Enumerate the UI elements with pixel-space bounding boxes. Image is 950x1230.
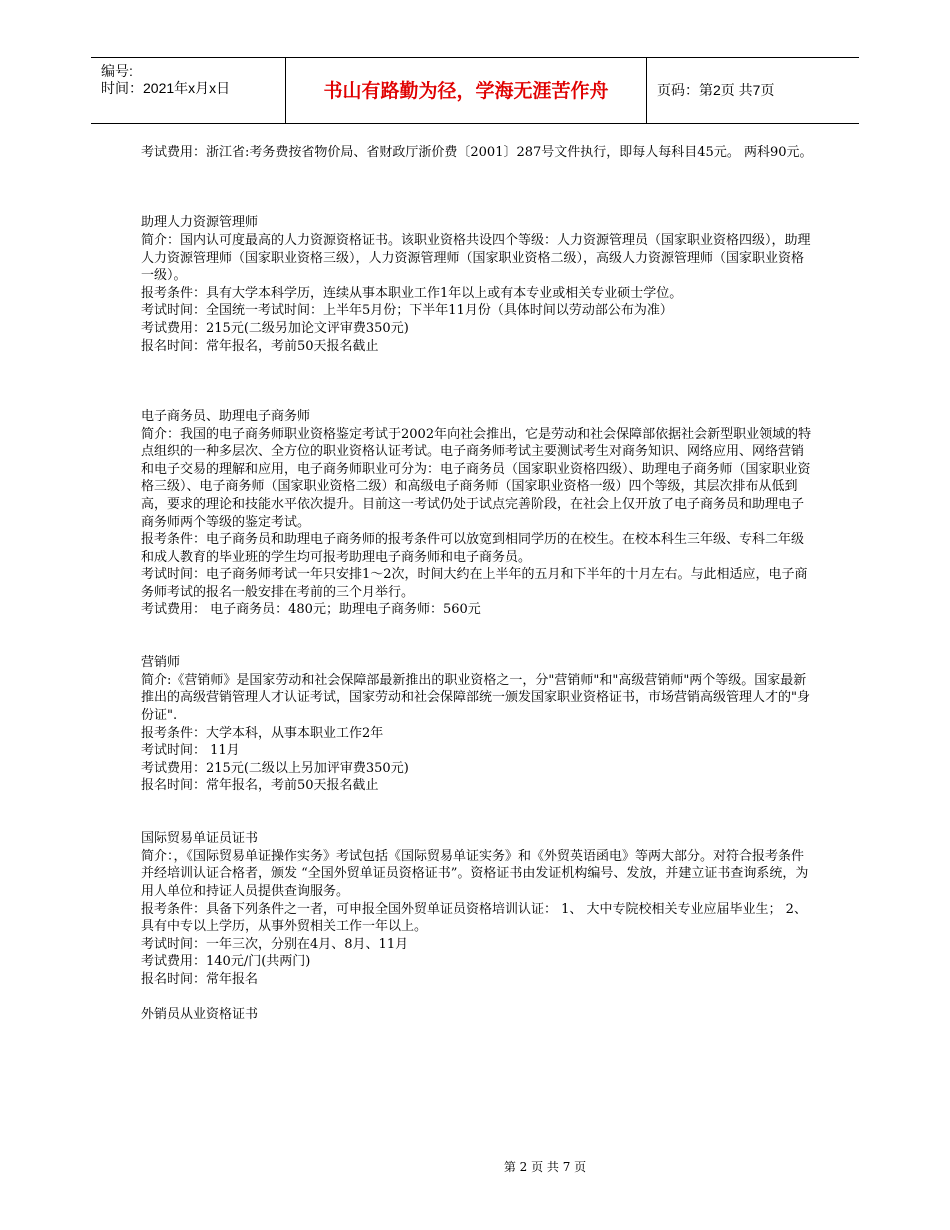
document-body [141,144,813,1024]
section-intro: 简介：国内认可度最高的人力资源资格证书。该职业资格共设四个等级：人力资源管理员（国家职业资格四级），助理人力资源管理师（国家职业资格三级），人力资源管理师（国家职业资格二级），高级人力资源管理师（国家职业资格一级）。 [141,232,811,284]
section-intro: 简介：，《国际贸易单证操作实务》考试包括《国际贸易单证实务》和《外贸英语函电》等两大部分。对符合报考条件并经培训认证合格者，颁发 “全国外贸单证员资格证书”。资格证书由发证机构编号、发放，并建立证书查询系统，为用人单位和持证人员提供查询服务。 [141,848,809,899]
section-requirements: 报考条件：电子商务员和助理电子商务师的报考条件可以放宽到相同学历的在校生。在校本科生三年级、专科二年级和成人教育的毕业班的学生均可报考助理电子商务师和电子商务员。 [141,532,805,565]
section-exam-fee: 考试费用： 电子商务员：480元；助理电子商务师：560元 [141,602,481,618]
section-requirements: 报考条件：具备下列条件之一者，可申报全国外贸单证员资格培训认证： 1、 大中专院校相关专业应届毕业生； 2、 具有中专以上学历，从事外贸相关工作一年以上。 [141,901,807,935]
section-title: 国际贸易单证员证书 [141,831,259,847]
section-trade-documents [141,830,813,988]
header-left-cell [91,58,286,123]
section-ecommerce [141,408,813,619]
section-registration: 报名时间：常年报名，考前50天报名截止 [141,338,379,354]
header-right-cell [647,58,859,123]
section-exam-fee: 考试费用：215元(二级以上另加评审费350元) [141,760,409,776]
spacer [141,355,813,408]
section-export-sales [141,1006,813,1024]
section-exam-time: 考试时间：一年三次，分别在4月、8月、11月 [141,936,409,952]
section-exam-fee: 考试费用：140元/门(共两门) [141,954,311,970]
section-exam-time: 考试时间：全国统一考试时间：上半年5月份；下半年11月份（具体时间以劳动部公布为准） [141,303,673,319]
section-intro: 简介:《营销师》是国家劳动和社会保障部最新推出的职业资格之一，分"营销师"和"高级营销师"两个等级。国家最新推出的高级营销管理人才认证考试，国家劳动和社会保障部统一颁发国家职业资格证书，市场营销高级管理人才的"身份证". [141,672,810,724]
section-exam-time: 考试时间： 11月 [141,743,240,759]
section-title: 外销员从业资格证书 [141,1007,259,1023]
header-middle-cell [286,58,647,123]
section-hr-assistant [141,214,813,355]
section-requirements: 报考条件：具有大学本科学历，连续从事本职业工作1年以上或有本专业或相关专业硕士学位。 [141,285,683,301]
page-header [91,57,859,124]
section-requirements: 报考条件：大学本科，从事本职业工作2年 [141,725,384,741]
page-footer: 第 2 页 共 7 页 [503,1160,587,1174]
section-registration: 报名时间：常年报名 [141,971,259,987]
section-intro: 简介：我国的电子商务师职业资格鉴定考试于2002年向社会推出，它是劳动和社会保障部依据社会新型职业领域的特点组织的一种多层次、全方位的职业资格认证考试。电子商务师考试主要测试考生对商务知识、网络应用、网络营销和电子交易的理解和应用，电子商务师职业可分为：电子商务员（国家职业资格四级）、助理电子商务师（国家职业资格三级）、电子商务师（国家职业资格二级）和高级电子商务师（国家职业资格一级）四个等级，其层次排布从低到高，要求的理论和技能水平依次提升。目前这一考试仍处于试点完善阶段，在社会上仅开放了电子商务员和助理电子商务师两个等级的鉴定考试。 [141,426,812,530]
section-title: 营销师 [141,655,181,671]
section-exam-fee: 考试费用：215元(二级另加论文评审费350元) [141,320,409,336]
section-title: 助理人力资源管理师 [141,215,259,231]
top-exam-fee: 考试费用：浙江省:考务费按省物价局、省财政厅浙价费〔2001〕287号文件执行，即每人每科目45元。 两科90元。 [141,145,813,160]
spacer [141,989,813,1007]
header-page-info: 页码：第2页 共7页 [657,82,775,98]
spacer [141,619,813,654]
section-title: 电子商务员、助理电子商务师 [141,408,311,424]
spacer [141,795,813,830]
section-exam-time: 考试时间：电子商务师考试一年只安排1～2次，时间大约在上半年的五月和下半年的十月左右。与此相适应，电子商务师考试的报名一般安排在考前的三个月举行。 [141,567,808,600]
document-number-label: 编号: [101,63,133,79]
section-registration: 报名时间：常年报名，考前50天报名截止 [141,778,379,794]
section-marketing [141,654,813,795]
header-motto: 书山有路勤为径，学海无涯苦作舟 [323,80,609,102]
document-time-label: 时间：2021年x月x日 [101,80,231,96]
spacer [141,162,813,215]
